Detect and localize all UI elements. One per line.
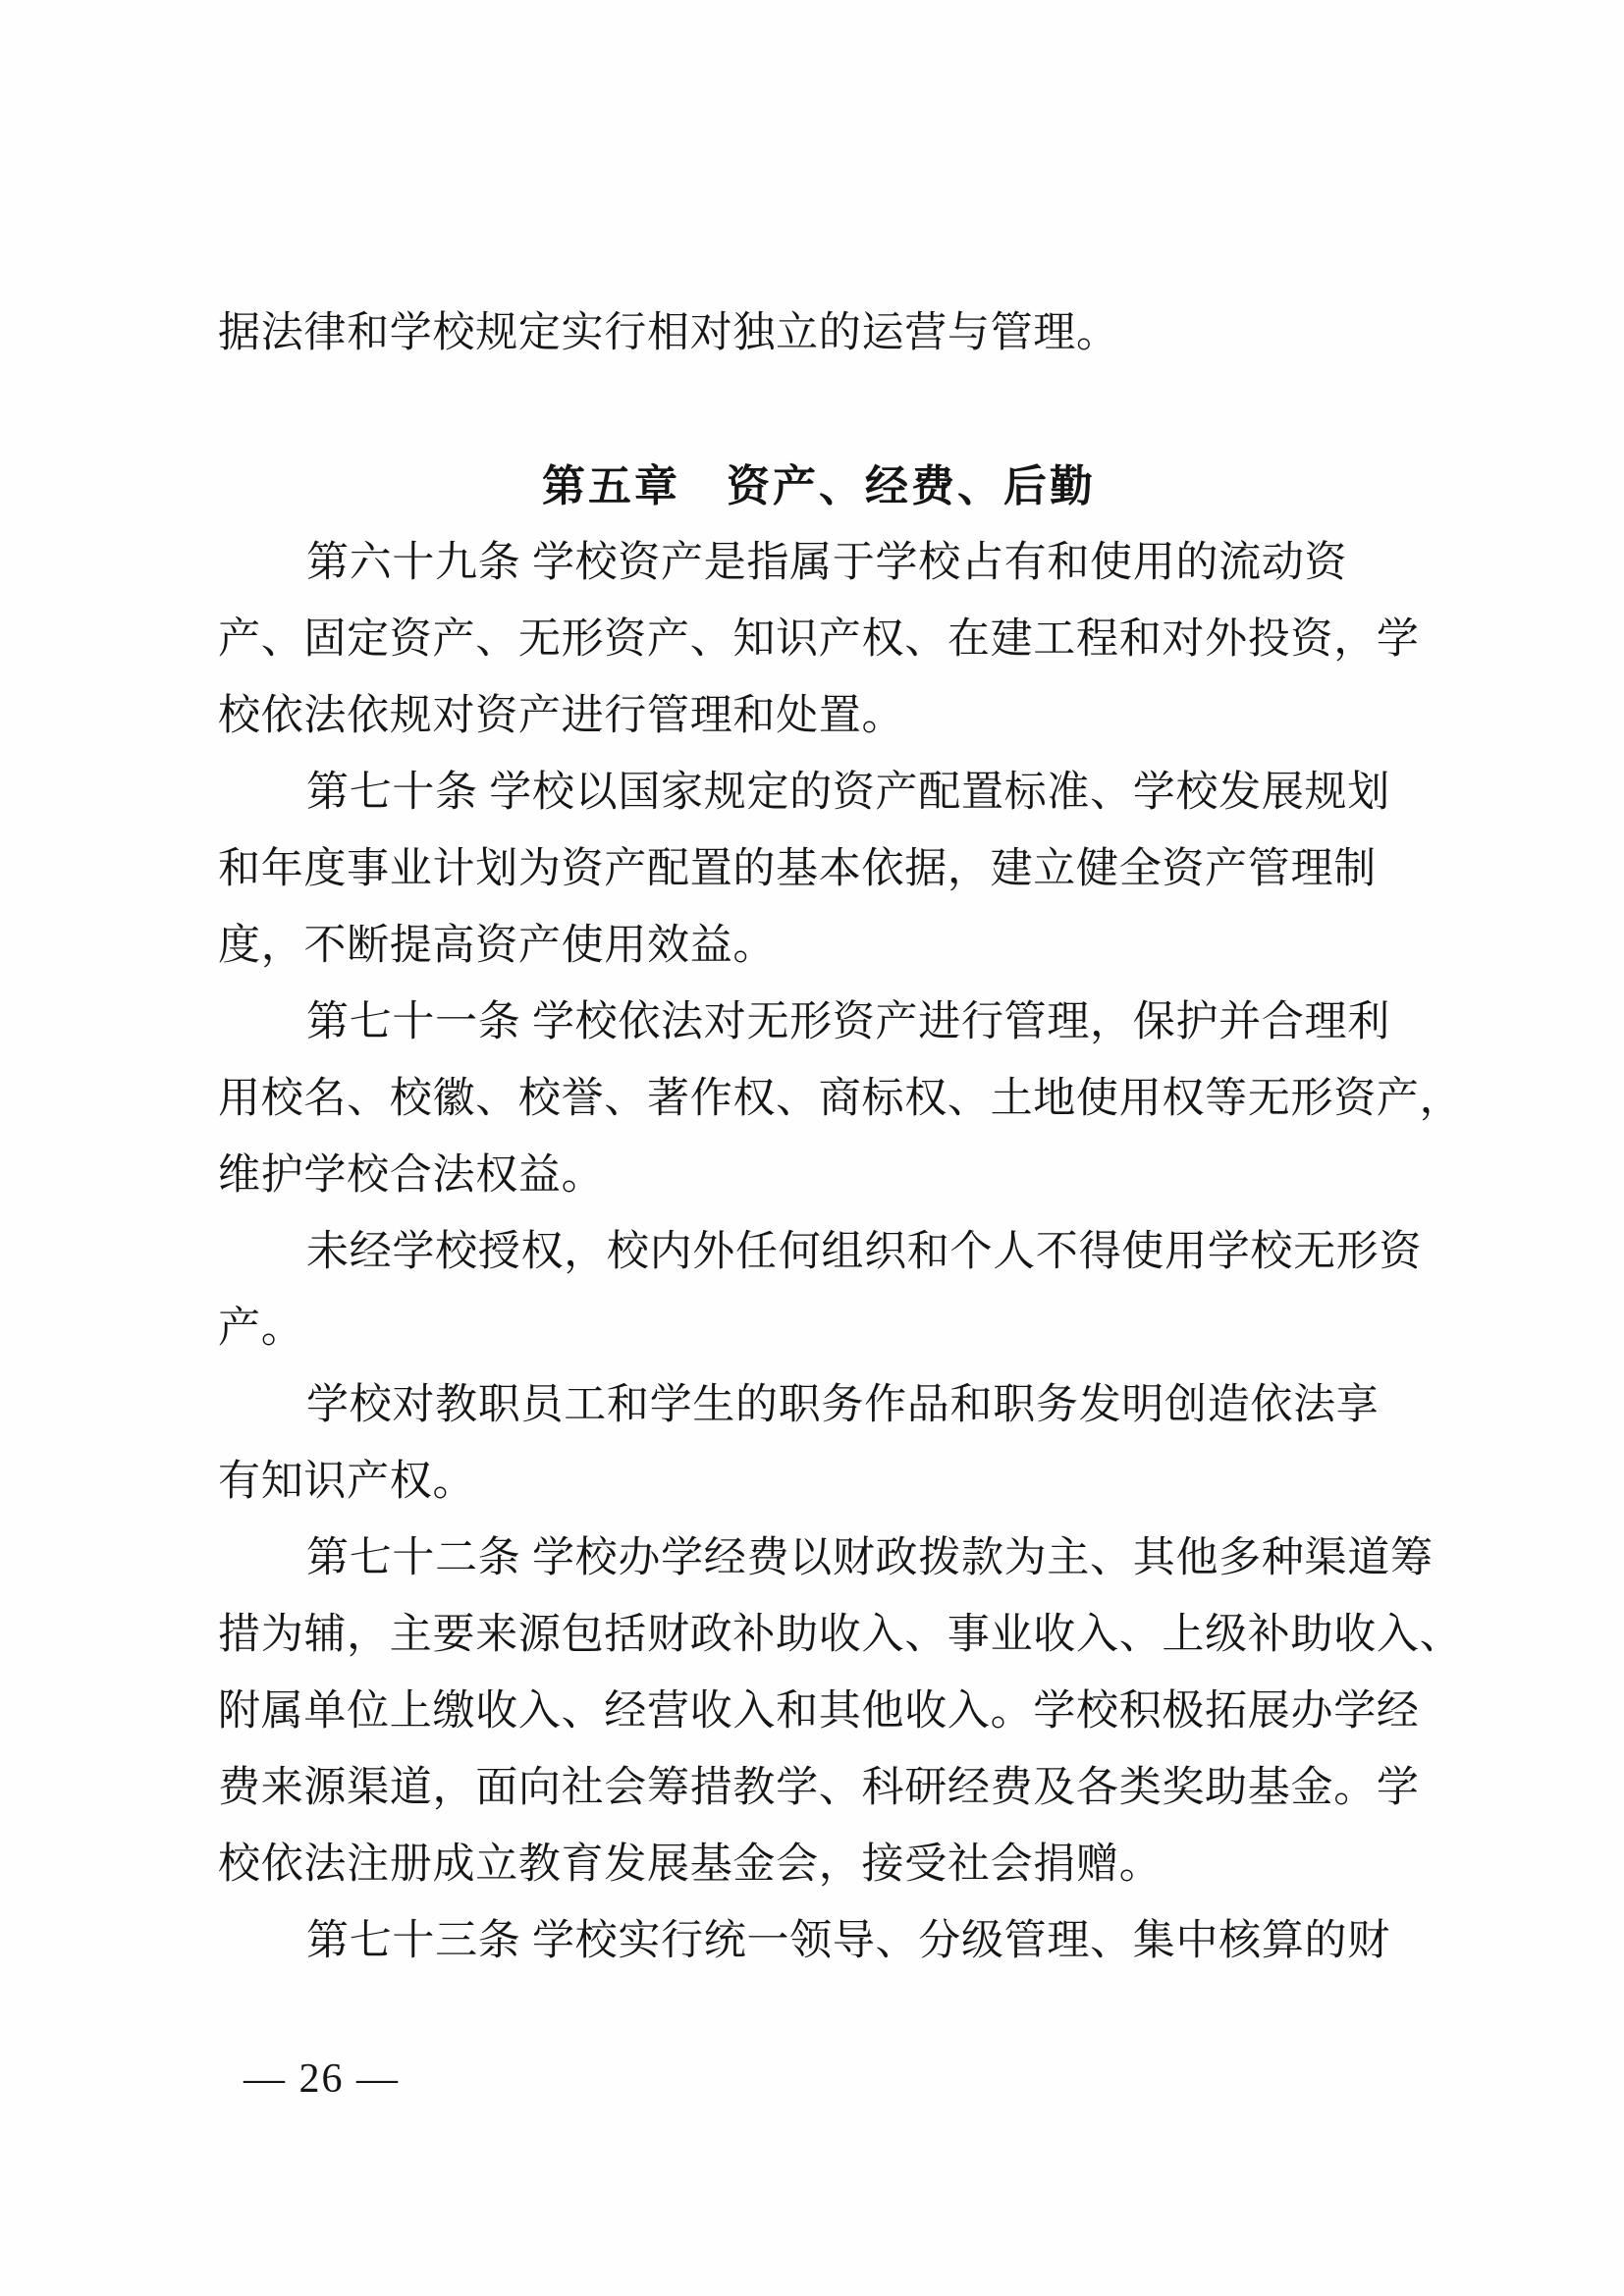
- article-paragraph: [218, 985, 1463, 1214]
- text-line: 产。: [218, 1306, 304, 1352]
- page-body: [218, 295, 1463, 1980]
- articles-container: [218, 525, 1463, 1980]
- chapter-heading: 第五章 资产、经费、后勤: [542, 462, 1096, 510]
- text-line: 第七十二条 学校办学经费以财政拨款为主、其他多种渠道筹: [306, 1535, 1434, 1581]
- article-paragraph: [218, 755, 1420, 985]
- article-paragraph: [218, 1367, 1420, 1521]
- text-line: 附属单位上缴收入、经营收入和其他收入。学校积极拓展办学经: [218, 1688, 1420, 1735]
- text-line: 学校对教职员工和学生的职务作品和职务发明创造依法享: [306, 1382, 1380, 1428]
- text-line: 有知识产权。: [218, 1459, 476, 1505]
- text-line: 未经学校授权，校内外任何组织和个人不得使用学校无形资: [306, 1229, 1423, 1275]
- article-paragraph: [218, 1903, 1420, 1980]
- article-paragraph: [218, 1214, 1423, 1367]
- text-line: 维护学校合法权益。: [218, 1152, 605, 1199]
- text-line: 用校名、校徽、校誉、著作权、商标权、土地使用权等无形资产，: [218, 1076, 1463, 1122]
- article-paragraph: [218, 525, 1420, 755]
- text-line: 费来源渠道，面向社会筹措教学、科研经费及各类奖助基金。学: [218, 1765, 1420, 1811]
- text-line: 第六十九条 学校资产是指属于学校占有和使用的流动资: [306, 540, 1348, 586]
- continuation-line: 据法律和学校规定实行相对独立的运营与管理。: [218, 310, 1119, 356]
- text-line: 第七十条 学校以国家规定的资产配置标准、学校发展规划: [306, 770, 1390, 816]
- article-paragraph: [218, 1521, 1463, 1903]
- text-line: 校依法注册成立教育发展基金会，接受社会捐赠。: [218, 1842, 1163, 1888]
- page-number: — 26 —: [244, 2056, 400, 2102]
- text-line: 措为辅，主要来源包括财政补助收入、事业收入、上级补助收入、: [218, 1612, 1463, 1658]
- text-line: 度，不断提高资产使用效益。: [218, 923, 777, 969]
- text-line: 和年度事业计划为资产配置的基本依据，建立健全资产管理制: [218, 846, 1377, 892]
- text-line: 校依法依规对资产进行管理和处置。: [218, 693, 905, 739]
- text-line: 产、固定资产、无形资产、知识产权、在建工程和对外投资，学: [218, 616, 1420, 663]
- text-line: 第七十三条 学校实行统一领导、分级管理、集中核算的财: [306, 1918, 1390, 1964]
- text-line: 第七十一条 学校依法对无形资产进行管理，保护并合理利: [306, 999, 1390, 1045]
